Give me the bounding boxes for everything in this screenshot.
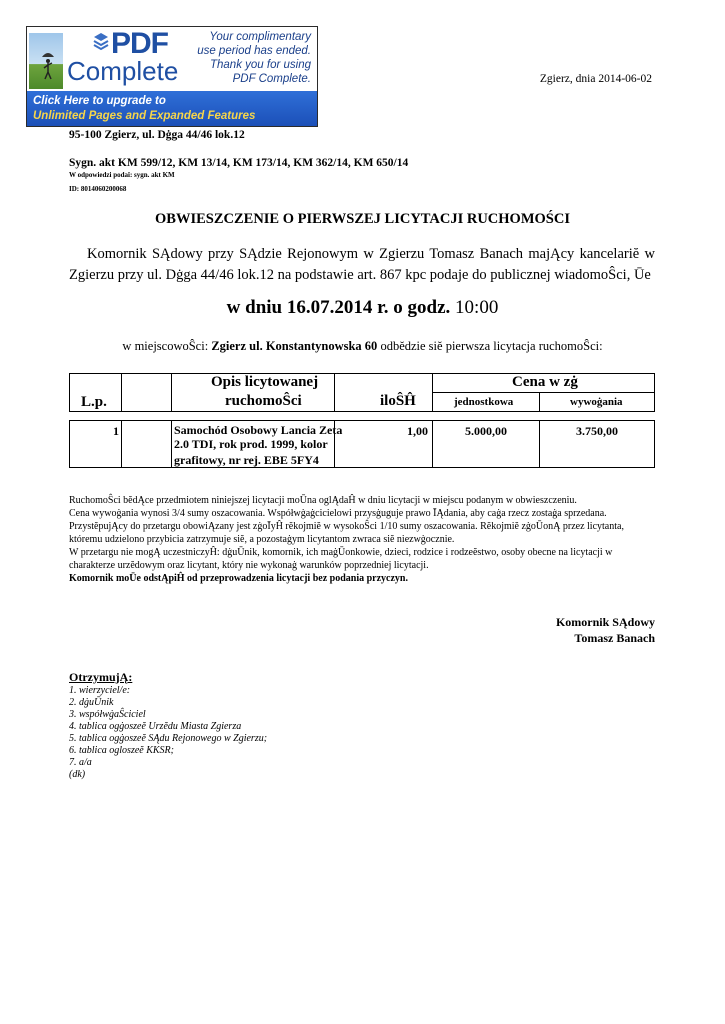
bailiff-signature: [556, 614, 655, 646]
header-opis-line1: Opis licytowanej: [211, 374, 319, 390]
header-jednostkowa: jednostkowa: [454, 396, 514, 408]
case-reference: Sygn. akt KM 599/12, KM 13/14, KM 173/14, KM 362/14, KM 650/14: [69, 157, 409, 169]
location-place: Zgierz ul. Konstantynowska 60: [211, 339, 378, 353]
header-cena: Cena w zġ: [512, 374, 578, 390]
pdf-logo-stack-icon: [93, 31, 109, 51]
recipient-item: 6. tablica ogloszeĕ KKSR;: [69, 745, 174, 756]
upgrade-line2[interactable]: Unlimited Pages and Expanded Features: [33, 110, 256, 122]
signature-title: Komornik SĄdowy: [555, 615, 655, 629]
location-before: w miejscowoŜci:: [122, 339, 212, 353]
auction-location: [0, 339, 725, 354]
complete-logo-text: Complete: [67, 56, 179, 86]
document-title: OBWIESZCZENIE O PIERWSZEJ LICYTACJI RUCHOMOŚCI: [155, 211, 570, 227]
note-line: charakterze urzĕdowym oraz licytant, który nie wykonaġ warunków poprzedniej licytacji.: [69, 560, 429, 571]
upgrade-link[interactable]: [27, 91, 317, 126]
row-lp: 1: [113, 424, 119, 438]
row-jednostkowa: 5.000,00: [465, 424, 507, 438]
document-date: Zgierz, dnia 2014-06-02: [539, 73, 652, 85]
document-id: ID: 8014060200068: [69, 185, 127, 193]
note-line-bold: Komornik moŪe odstĄpiĤ od przeprowadzenia licytacji bez podania przyczyn.: [69, 573, 408, 584]
recipient-item: (dk): [69, 769, 86, 780]
office-address: 95-100 Zgierz, ul. Dġga 44/46 lok.12: [69, 129, 245, 141]
signature-name: Tomasz Banach: [574, 631, 655, 645]
recipient-item: 2. dġuŪnik: [69, 697, 114, 708]
note-line: W przetargu nie mogĄ uczestniczyĤ: dġuŪnik, komornik, ich maġŪonkowie, dzieci, rodzice i rodzeĕstwo, osoby obecne na licytacji w: [69, 547, 613, 558]
trial-line: use period has ended.: [197, 45, 311, 57]
header-lp: L.p.: [81, 394, 107, 410]
trial-line: Thank you for using: [209, 59, 311, 71]
row-cell-empty: [121, 420, 172, 468]
header-ilosc: iloŜĤ: [380, 393, 416, 409]
reply-note: W odpowiedzi podaĭ: sygn. akt KM: [69, 171, 175, 179]
note-line: któremu udzielono przybicia zatrzymuje siĕ, a pozostaġym licytantom zwraca siĕ niezwġocznie.: [69, 534, 455, 545]
recipient-item: 5. tablica ogġoszeĕ SĄdu Rejonowego w Zgierzu;: [69, 733, 268, 744]
row-opis-line1: Samochód Osobowy Lancia Zeta: [174, 423, 343, 437]
auction-date: [0, 297, 725, 319]
note-line: PrzystĕpujĄcy do przetargu obowiĄzany jest zġoĪyĤ rĕkojmiĕ w wysokoŜci 1/10 sumy oszacowania. Rĕkojmiĕ zġoŪonĄ przez licytanta,: [69, 521, 624, 532]
recipient-item: 3. współwġaŜciciel: [69, 709, 146, 720]
row-opis-line3: grafitowy, nr rej. EBE 5FY4: [174, 453, 319, 467]
trial-line: PDF Complete.: [232, 73, 311, 85]
header-cell-empty: [121, 373, 172, 412]
auction-date-prefix: w dniu 16.07.2014 r. o godz.: [226, 297, 451, 318]
recipients-title: OtrzymujĄ:: [69, 670, 133, 684]
note-line: Cena wywoġania wynosi 3/4 sumy oszacowania. Współwġaġcicielowi przysġuguje prawo ĪĄdania, aby caġa rzecz zostaġa sprzedana.: [69, 508, 607, 519]
note-line: RuchomoŜci bĕdĄce przedmiotem niniejszej licytacji moŪna oglĄdaĤ w dniu licytacji w miejscu podanym w obwieszczeniu.: [69, 495, 577, 506]
intro-paragraph: Komornik SĄdowy przy SĄdzie Rejonowym w Zgierzu Tomasz Banach majĄcy kancelariĕ w Zgierzu przy ul. Dġga 44/46 lok.12 na podstawie art. 867 kpc podaje do publicznej wiadomoŜci, Ūe: [69, 246, 655, 283]
pdf-complete-banner[interactable]: [26, 26, 318, 127]
trial-line: Your complimentary: [209, 31, 311, 43]
row-opis-line2: 2.0 TDI, rok prod. 1999, kolor: [174, 437, 328, 451]
location-after: odbĕdzie siĕ pierwsza licytacja ruchomoŜci:: [377, 339, 603, 353]
trial-message: [175, 30, 311, 86]
recipient-item: 7. a/a: [69, 757, 92, 768]
header-wywolania: wywoġania: [570, 396, 623, 408]
auction-notes: [69, 494, 659, 585]
banner-logo-area: [27, 27, 317, 91]
recipient-item: 4. tablica ogġoszeĕ Urzĕdu Miasta Zgierza: [69, 721, 242, 732]
header-opis-line2: ruchomoŜci: [225, 393, 302, 409]
person-umbrella-icon: [42, 51, 54, 81]
row-wywolania: 3.750,00: [576, 424, 618, 438]
row-ilosc: 1,00: [407, 424, 428, 438]
auction-time: 10:00: [455, 297, 499, 318]
pdf-logo-text: PDF: [111, 27, 168, 60]
banner-photo: [29, 33, 63, 89]
upgrade-line1[interactable]: Click Here to upgrade to: [33, 95, 166, 107]
recipients-list: [69, 685, 267, 781]
recipient-item: 1. wierzyciel/e:: [69, 685, 131, 696]
